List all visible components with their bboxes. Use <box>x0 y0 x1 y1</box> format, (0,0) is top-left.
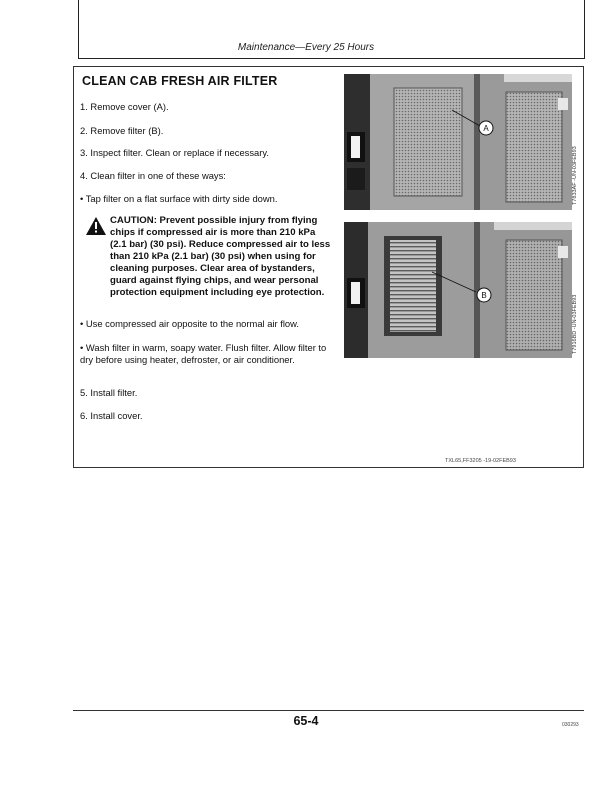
figure-remove-filter <box>344 222 572 358</box>
figure-top-code-2: -UN-03FEB93 <box>572 146 578 181</box>
figure-bottom-code <box>572 295 578 354</box>
cab-filter-photo <box>344 222 572 358</box>
bullet-compressed-air: • Use compressed air opposite to the normal air flow. <box>80 318 300 329</box>
header-rule <box>78 58 585 59</box>
bullet-tap: • Tap filter on a flat surface with dirty side down. <box>80 193 278 204</box>
figure-top-code-1: T7833AF <box>572 182 578 205</box>
running-header: Maintenance—Every 25 Hours <box>237 42 375 53</box>
warning-triangle-icon <box>86 217 106 235</box>
step-3: 3. Inspect filter. Clean or replace if necessary. <box>80 147 269 158</box>
step-2: 2. Remove filter (B). <box>80 125 164 136</box>
caution-text: CAUTION: Prevent possible injury from flying chips if compressed air is more than 210 kPa (2.1 bar) (30 psi). Reduce compressed air to less than 210 kPa (2.1 bar) (30 psi) when using for cleaning purposes. Clear area of bystanders, guard against flying chips, and wear personal protection equipment including eye protection. <box>110 215 331 298</box>
step-4: 4. Clean filter in one of these ways: <box>80 170 226 181</box>
figure-bottom-code-2: -UN-03FEB93 <box>572 294 578 330</box>
figure-top-code <box>572 146 578 205</box>
reference-code: TXL65,FF3205 -19-02FEB93 <box>445 458 516 464</box>
callout-a: A <box>483 124 489 133</box>
step-6: 6. Install cover. <box>80 410 143 421</box>
caution-block <box>86 215 334 299</box>
section-title: CLEAN CAB FRESH AIR FILTER <box>82 74 278 88</box>
callout-b: B <box>481 291 487 300</box>
footer-rule <box>73 710 584 711</box>
page-number: 65-4 <box>293 714 319 728</box>
step-5: 5. Install filter. <box>80 387 138 398</box>
cab-cover-photo <box>344 74 572 210</box>
figure-remove-cover <box>344 74 572 210</box>
bullet-wash: • Wash filter in warm, soapy water. Flush filter. Allow filter to dry before using heater, defroster, or air conditioner. <box>80 342 327 365</box>
step-1: 1. Remove cover (A). <box>80 101 169 112</box>
figure-bottom-code-1: T7916BD <box>572 330 578 354</box>
footer-code: 030293 <box>562 722 579 728</box>
